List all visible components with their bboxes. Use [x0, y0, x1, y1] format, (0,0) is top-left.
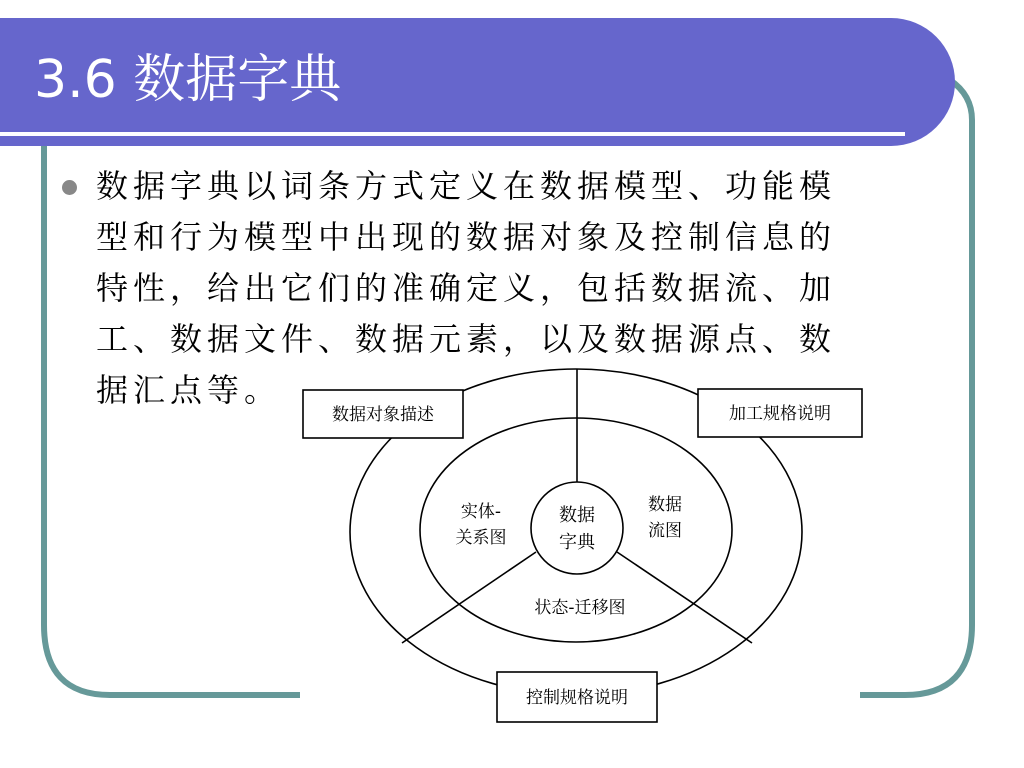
std-label: 状态-迁移图 [534, 598, 626, 618]
center-circle [531, 482, 623, 574]
center-label-line2: 字典 [559, 532, 595, 553]
erd-label-line1: 实体- [460, 502, 502, 522]
body-line-4: 工、数据文件、数据元素，以及数据源点、数 [96, 320, 837, 358]
dfd-label-line2: 流图 [648, 521, 682, 541]
dfd-label-line1: 数据 [648, 495, 682, 515]
body-line-2: 型和行为模型中出现的数据对象及控制信息的 [96, 218, 837, 256]
box-control-spec-label: 控制规格说明 [526, 688, 628, 708]
body-line-1: 数据字典以词条方式定义在数据模型、功能模 [96, 167, 837, 205]
erd-label-line2: 关系图 [455, 528, 507, 548]
divider-lower-left [402, 552, 536, 643]
divider-lower-right [617, 552, 752, 643]
center-label-line1: 数据 [559, 505, 595, 526]
box-data-object-label: 数据对象描述 [332, 405, 434, 425]
slide-title: 3.6 数据字典 [34, 50, 342, 110]
box-process-spec-label: 加工规格说明 [729, 404, 831, 424]
body-line-3: 特性，给出它们的准确定义，包括数据流、加 [96, 269, 837, 307]
body-line-5: 据汇点等。 [96, 371, 282, 409]
